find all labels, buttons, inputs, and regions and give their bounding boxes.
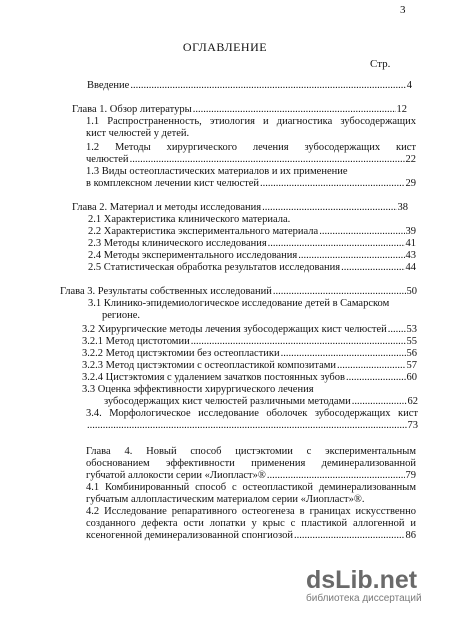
toc-entry-4-1: 4.1 Комбинированный способ с остеопластикой деминерализованным: [86, 482, 416, 493]
watermark-logo: dsLib.net: [306, 566, 418, 594]
toc-entry-3-1-cont: регионе.: [102, 310, 140, 321]
toc-entry-3-2-4: 3.2.4 Цистэктомия с удалением зачатков постоянных зубов ..... 60: [82, 372, 417, 384]
toc-entry-3-4: 3.4. Морфологическое исследование оболочек зубосодержащих кист: [86, 408, 418, 419]
watermark: [306, 567, 446, 604]
toc-entry-chapter-4-cont-2: губчатой аллокости серии «Лиопласт»® ..... 79: [86, 470, 416, 482]
toc-entry-3-1: 3.1 Клинико-эпидемиологическое исследование детей в Самарском: [88, 298, 390, 309]
toc-entry-4-2-cont-1: созданного дефекта ости лопатки у крыс с пластикой аллогенной и: [86, 518, 416, 529]
toc-entry-2-5: 2.5 Статистическая обработка результатов исследования ..... 44: [88, 262, 416, 274]
toc-entry-1-3: 1.3 Виды остеопластических материалов и их применение: [86, 166, 348, 177]
toc-entry-1-2: 1.2 Методы хирургического лечения зубосодержащих кист: [86, 142, 416, 153]
toc-entry-1-3-cont: в комплексном лечении кист челюстей ..... 29: [86, 178, 416, 190]
toc-entry-chapter-1: Глава 1. Обзор литературы ..... 12: [72, 104, 407, 116]
toc-entry-3-2-2: 3.2.2 Метод цистэктомии без остеопластики ..... 56: [82, 348, 417, 360]
toc-entry-2-4: 2.4 Методы экспериментального исследования ..... 43: [88, 250, 416, 262]
toc-entry-4-2: 4.2 Исследование репаративного остеогенеза в границах искусственно: [86, 506, 416, 517]
toc-title: ОГЛАВЛЕНИЕ: [182, 40, 268, 54]
page-number: 3: [400, 4, 406, 16]
toc-entry-chapter-2: Глава 2. Материал и методы исследования ..... 38: [72, 202, 408, 214]
toc-entry-2-2: 2.2 Характеристика экспериментального материала ..... 39: [88, 226, 416, 238]
watermark-subtitle: библиотека диссертаций: [306, 593, 422, 604]
toc-entry-4-2-cont-2: ксеногенной деминерализованной спонгиозой ..... 86: [86, 530, 416, 542]
toc-entry-3-4-cont: ..... 73: [86, 420, 418, 432]
toc-entry-1-1: 1.1 Распространенность, этиология и диагностика зубосодержащих: [86, 116, 416, 127]
toc-entry-1-1-cont: кист челюстей у детей.: [86, 128, 190, 139]
toc-entry-2-3: 2.3 Методы клинического исследования ..... 41: [88, 238, 416, 250]
toc-entry-chapter-4-cont-1: обоснованием эффективности применения деминерализованной: [86, 458, 416, 469]
toc-entry-3-2-1: 3.2.1 Метод цистотомии ..... 55: [82, 336, 417, 348]
toc-entry-4-1-cont: губчатым аллопластическим материалом серии «Лиопласт»®.: [86, 494, 365, 505]
page-column-label: Стр.: [370, 58, 391, 70]
toc-entry-3-2-3: 3.2.3 Метод цистэктомии с остеопластикой композитами ..... 57: [82, 360, 417, 372]
toc-entry-3-2: 3.2 Хирургические методы лечения зубосодержащих кист челюстей ..... 53: [82, 324, 417, 336]
toc-entry-3-3-cont: зубосодержащих кист челюстей различными методами ..... 62: [104, 396, 418, 408]
toc-entry-1-2-cont: челюстей ..... 22: [86, 154, 416, 166]
toc-entry-2-1: 2.1 Характеристика клинического материала.: [88, 214, 291, 225]
toc-entry-3-3: 3.3 Оценка эффективности хирургического лечения: [82, 384, 314, 395]
toc-entry-chapter-4: Глава 4. Новый способ цистэктомии с экспериментальным: [86, 446, 416, 457]
toc-entry-intro: Введение ..... 4: [87, 80, 412, 92]
toc-entry-chapter-3: Глава 3. Результаты собственных исследований ..... 50: [60, 286, 417, 298]
